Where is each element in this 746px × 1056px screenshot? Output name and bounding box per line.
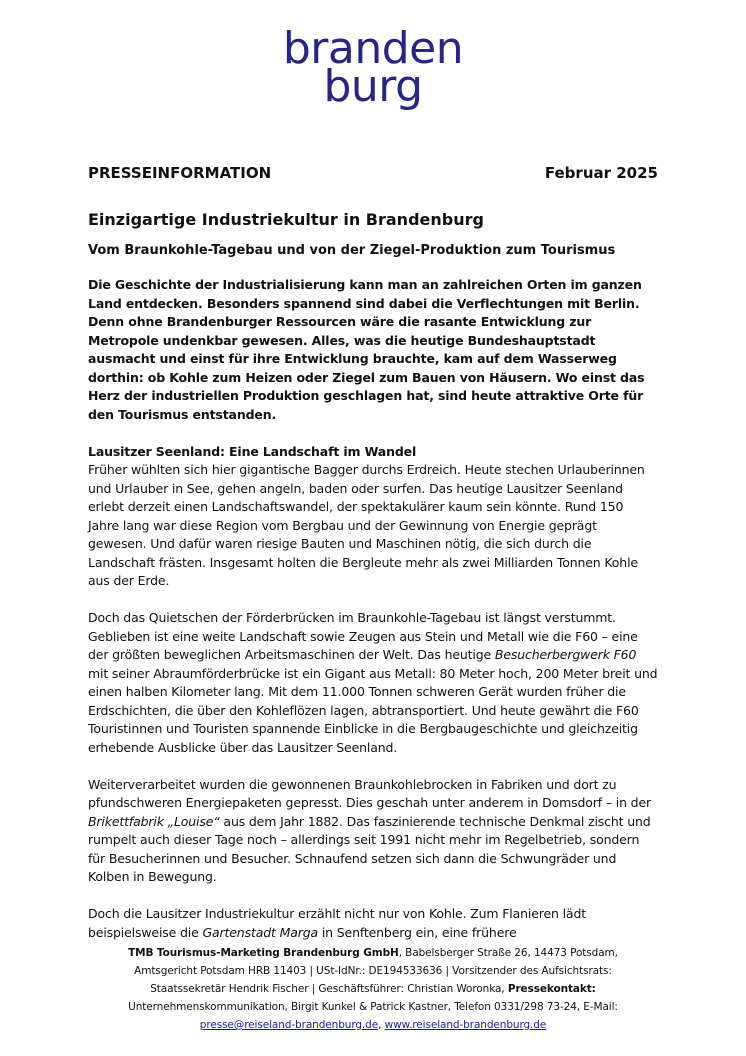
press-label: PRESSEINFORMATION — [88, 164, 272, 182]
press-date: Februar 2025 — [544, 164, 658, 182]
lead-paragraph: Die Geschichte der Industrialisierung kann man an zahlreichen Orten im ganzen Land entdecken. Besonders spannend sind dabei die Verflechtungen mit Berlin. Denn ohne Brandenburger Ressourcen wäre die rasante Entwicklung zur Metropole undenkbar gewesen. Alles, was die heutige Bundeshauptstadt ausmacht und einst für ihre Entwicklung brauchte, kam auf dem Wasserweg dorthin: ob Kohle zum Heizen oder Ziegel zum Bauen von Häusern. Wo einst das Herz der industriellen Produktion geschlagen hat, sind heute attraktive Orte für den Tourismus entstanden. — [88, 277, 645, 422]
footer-company: TMB Tourismus-Marketing Brandenburg GmbH — [128, 947, 399, 959]
logo-line-1: branden — [282, 23, 464, 74]
paragraph-text: Doch die Lausitzer Industriekultur erzählt nicht nur von Kohle. Zum Flanieren lädt beispielsweise die — [88, 906, 586, 940]
section-heading: Lausitzer Seenland: Eine Landschaft im Wandel — [88, 443, 417, 459]
subheadline: Vom Braunkohle-Tagebau und von der Ziegel-Produktion zum Tourismus — [88, 243, 616, 258]
paragraph-text: Weiterverarbeitet wurden die gewonnenen Braunkohlebrocken in Fabriken und dort zu pfundschweren Energiepaketen gepresst. Dies geschah unter anderem in Domsdorf – in der — [88, 776, 651, 810]
section-paragraph-3 — [88, 776, 658, 887]
footer-website-link[interactable]: www.reiseland-brandenburg.de — [384, 1019, 547, 1031]
paragraph-text: aus dem Jahr 1882. Das faszinierende technische Denkmal zischt und rumpelt auch dieser Tage noch – allerdings seit 1991 nicht mehr im Regelbetrieb, sondern für Besucherinnen und Besucher. Schnaufend setzen sich dann die Schwungräder und Kolben in Bewegung. — [88, 813, 651, 884]
paragraph-text: Doch das Quietschen der Förderbrücken im Braunkohle-Tagebau ist längst verstummt. Geblieben ist eine weite Landschaft sowie Zeugen aus Stein und Metall wie die F60 – eine der größten beweglichen Arbeitsmaschinen der Welt. Das heutige — [88, 610, 638, 662]
brandenburg-logo — [0, 23, 746, 112]
footer-contact: Unternehmenskommunikation, Birgit Kunkel & Patrick Kastner, Telefon 0331/298 73-24, E-Mail: — [128, 1001, 618, 1013]
footer-registry: Amtsgericht Potsdam HRB 11403 | USt-IdNr.: DE194533636 | Vorsitzender des Aufsichtsrats: — [134, 965, 612, 977]
emphasis-besucherbergwerk: Besucherbergwerk F60 — [494, 647, 637, 662]
footer-separator: , — [378, 1019, 385, 1031]
footer-press-contact-label: Pressekontakt: — [507, 983, 596, 995]
footer-imprint — [88, 944, 658, 1034]
article-body — [88, 276, 658, 961]
footer-management: Staatssekretär Hendrik Fischer | Geschäftsführer: Christian Woronka, — [150, 983, 508, 995]
logo-line-2: burg — [323, 61, 423, 112]
paragraph-text: Früher wühlten sich hier gigantische Bagger durchs Erdreich. Heute stechen Urlauberinnen und Urlauber in See, gehen angeln, baden oder surfen. Das heutige Lausitzer Seenland erlebt derzeit einen Landschaftswandel, der spektakulärer kaum sein könnte. Rund 150 Jahre lang war diese Region vom Bergbau und der Gewinnung von Energie geprägt gewesen. Und dafür waren riesige Bauten und Maschinen nötig, die sich durch die Landschaft frästen. Insgesamt holten die Bergleute mehr als zwei Milliarden Tonnen Kohle aus der Erde. — [88, 462, 645, 588]
paragraph-text: mit seiner Abraumförderbrücke ist ein Gigant aus Metall: 80 Meter hoch, 200 Meter breit und einen halben Kilometer lang. Mit dem 11.000 Tonnen schweren Gerät wurden früher die Erdschichten, die über den Kohleflözen lagen, abtransportiert. Und heute gewährt die F60 Touristinnen und Touristen spannende Einblicke in die Bergbaugeschichte und gleichzeitig erhebende Ausblicke über das Lausitzer Seenland. — [88, 665, 658, 755]
press-header — [88, 164, 658, 184]
emphasis-gartenstadt: Gartenstadt Marga — [202, 924, 318, 940]
section-paragraph-4 — [88, 905, 658, 942]
section-paragraph-1 — [88, 443, 658, 591]
headline: Einzigartige Industriekultur in Brandenburg — [88, 210, 484, 229]
footer-email-link[interactable]: presse@reiseland-brandenburg.de — [199, 1019, 379, 1031]
section-paragraph-2 — [88, 609, 658, 757]
emphasis-brikettfabrik: Brikettfabrik „Louise“ — [88, 813, 220, 829]
paragraph-text: in Senftenberg ein, eine frühere — [318, 924, 517, 940]
footer-address: , Babelsberger Straße 26, 14473 Potsdam, — [398, 947, 618, 959]
